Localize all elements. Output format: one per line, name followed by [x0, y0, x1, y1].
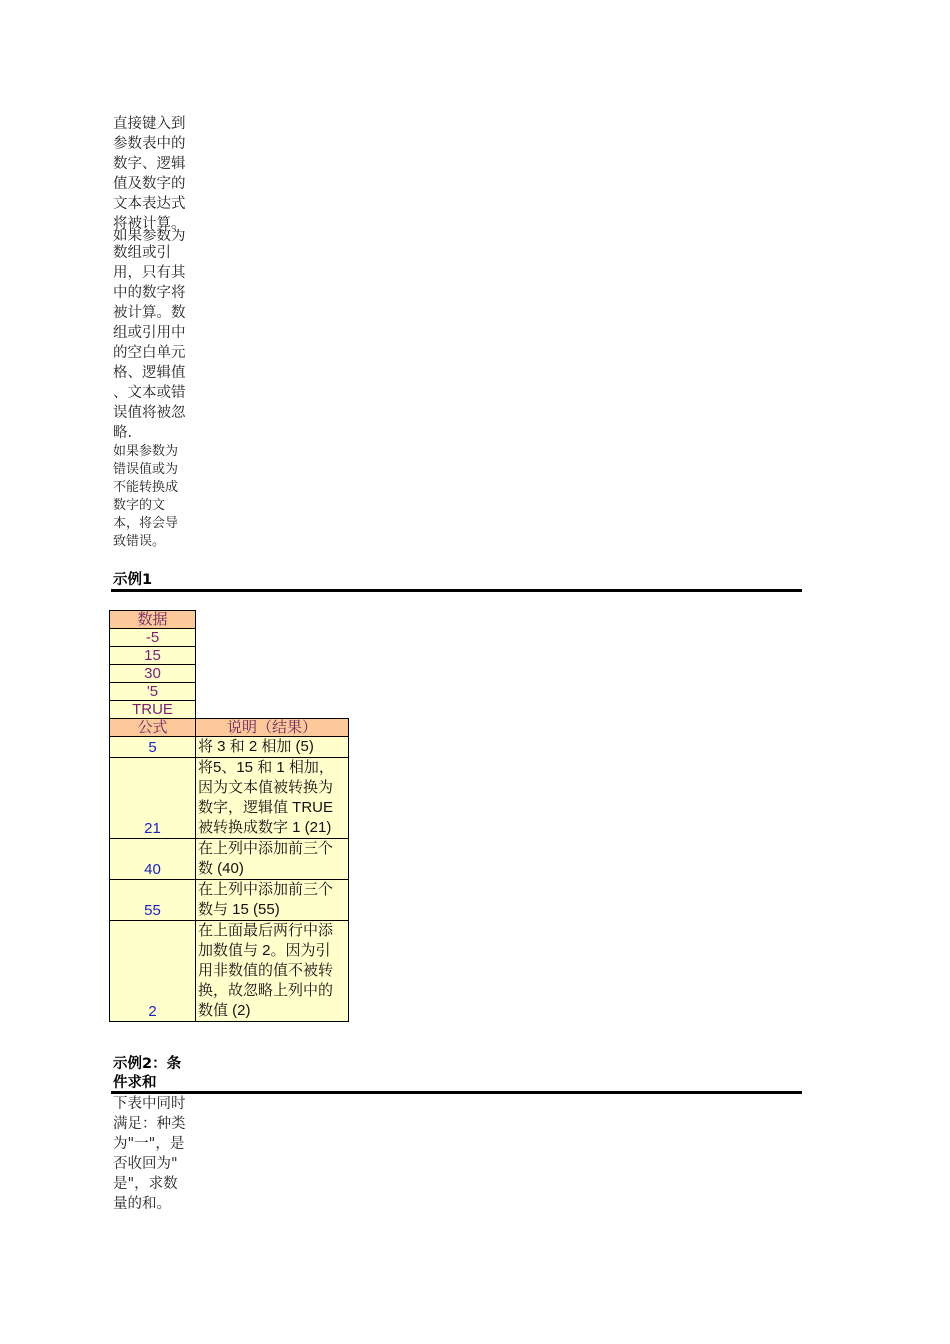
text-line: 为"一"，是 [113, 1136, 185, 1152]
text-line: 误值将被忽 [113, 405, 186, 421]
description-line: 换，故忽略上列中的 [198, 982, 334, 999]
description-line: 在上列中添加前三个 [198, 840, 334, 857]
description-line: 用非数值的值不被转 [198, 962, 334, 979]
description-line: 因为文本值被转换为 [198, 779, 334, 796]
description-line: 数值 (2) [198, 1002, 251, 1019]
description-header-cell[interactable]: 说明（结果） [196, 719, 349, 737]
text-line: 量的和。 [113, 1196, 171, 1212]
data-cell[interactable]: 30 [110, 665, 196, 683]
text-line: 将被计算。 [113, 216, 186, 232]
text-line: 直接键入到 [113, 116, 186, 132]
text-line: 文本表达式 [113, 196, 186, 212]
data-header-cell[interactable]: 数据 [110, 611, 196, 629]
description-cell[interactable] [196, 921, 349, 1022]
text-line: 致错误。 [113, 534, 166, 549]
data-cell[interactable]: '5 [110, 683, 196, 701]
intro-paragraph-3 [113, 443, 195, 551]
description-line: 被转换成数字 1 (21) [198, 819, 332, 836]
text-line: 组或引用中 [113, 325, 186, 341]
description-line: 数与 15 (55) [198, 901, 280, 918]
text-line: 本，将会导 [113, 516, 179, 531]
description-cell[interactable] [196, 839, 349, 880]
formula-header-cell[interactable]: 公式 [110, 719, 196, 737]
description-line: 将5、15 和 1 相加， [198, 759, 334, 776]
description-cell[interactable] [196, 880, 349, 921]
formula-result-cell[interactable]: 2 [110, 921, 196, 1022]
text-line: 不能转换成 [113, 480, 179, 495]
data-cell[interactable]: 15 [110, 647, 196, 665]
text-line: 参数表中的 [113, 136, 186, 152]
description-line: 在上面最后两行中添 [198, 922, 334, 939]
text-line: 的空白单元 [113, 345, 186, 361]
example1-title: 示例1 [113, 572, 153, 588]
section-divider [111, 589, 802, 592]
title-line: 示例2：条 [113, 1056, 182, 1072]
description-cell[interactable] [196, 758, 349, 839]
description-line: 数字，逻辑值 TRUE [198, 799, 334, 816]
text-line: 略. [113, 425, 133, 441]
text-line: 中的数字将 [113, 285, 186, 301]
description-line: 将 3 和 2 相加 (5) [198, 738, 314, 755]
text-line: 、文本或错 [113, 385, 186, 401]
text-line: 是"，求数 [113, 1176, 178, 1192]
text-line: 下表中同时 [113, 1096, 186, 1112]
text-line: 数组或引 [113, 245, 171, 261]
text-line: 被计算。数 [113, 305, 186, 321]
text-line: 值及数字的 [113, 176, 186, 192]
text-line: 如果参数为 [113, 229, 186, 243]
formula-result-cell[interactable]: 55 [110, 880, 196, 921]
text-line: 用，只有其 [113, 265, 186, 281]
data-cell[interactable]: -5 [110, 629, 196, 647]
text-line: 否收回为" [113, 1156, 178, 1172]
text-line: 数字、逻辑 [113, 156, 186, 172]
text-line: 错误值或为 [113, 462, 179, 477]
text-line: 满足：种类 [113, 1116, 186, 1132]
formula-result-cell[interactable]: 21 [110, 758, 196, 839]
text-line: 数字的文 [113, 498, 166, 513]
example2-paragraph [113, 1094, 195, 1214]
example1-table [109, 610, 349, 1022]
intro-paragraph-1 [113, 114, 195, 234]
description-line: 数 (40) [198, 860, 244, 877]
formula-result-cell[interactable]: 5 [110, 737, 196, 758]
data-cell[interactable]: TRUE [110, 701, 196, 719]
description-line: 在上列中添加前三个 [198, 881, 334, 898]
section-divider [111, 1091, 802, 1094]
intro-paragraph-2 [113, 229, 195, 443]
text-line: 格、逻辑值 [113, 365, 186, 381]
text-line: 如果参数为 [113, 444, 179, 459]
title-line: 件求和 [113, 1075, 157, 1091]
example2-title [113, 1055, 181, 1093]
description-cell[interactable] [196, 737, 349, 758]
description-line: 加数值与 2。因为引 [198, 942, 331, 959]
formula-result-cell[interactable]: 40 [110, 839, 196, 880]
